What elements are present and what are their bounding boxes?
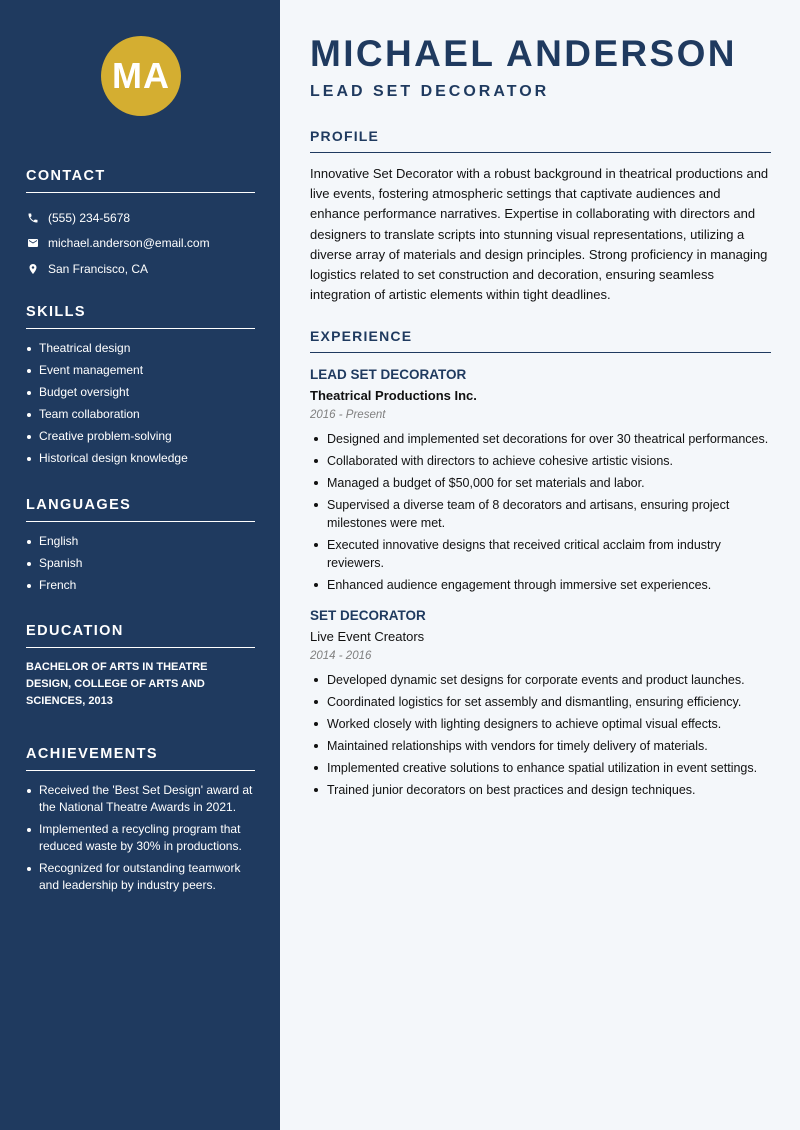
company-name: Theatrical Productions Inc. xyxy=(310,388,477,403)
education-section xyxy=(26,623,255,710)
skills-section xyxy=(26,304,255,472)
experience-heading: EXPERIENCE xyxy=(310,328,771,353)
language-item: French xyxy=(26,577,255,594)
job-title-header: LEAD SET DECORATOR xyxy=(310,83,550,100)
location-text: San Francisco, CA xyxy=(48,261,149,276)
skill-item: Historical design knowledge xyxy=(26,450,255,467)
contact-section xyxy=(26,168,255,282)
job-bullet: Implemented creative solutions to enhance spatial utilization in event settings. xyxy=(310,759,771,777)
contact-heading: CONTACT xyxy=(26,168,255,193)
languages-section xyxy=(26,497,255,599)
job-bullet: Maintained relationships with vendors for timely delivery of materials. xyxy=(310,737,771,755)
job-bullet: Collaborated with directors to achieve cohesive artistic visions. xyxy=(310,452,771,470)
company-name: Live Event Creators xyxy=(310,629,425,644)
profile-text: Innovative Set Decorator with a robust background in theatrical productions and live events, fostering atmospheric settings that captivate audiences and enhance performance narratives. Expertise in collaborating with directors and designers to translate scripts into stunning visual representations, utilizing a diverse array of materials and design principles. Strong proficiency in managing logistics related to set construction and decoration, ensuring seamless integration of artistic elements within tight deadlines. xyxy=(310,166,769,303)
job-bullets xyxy=(310,430,771,594)
achievements-section xyxy=(26,746,255,899)
achievement-item: Recognized for outstanding teamwork and leadership by industry peers. xyxy=(26,860,255,894)
languages-heading: LANGUAGES xyxy=(26,497,255,522)
email-text: michael.anderson@email.com xyxy=(48,236,210,251)
skill-item: Budget oversight xyxy=(26,384,255,401)
job-bullet: Supervised a diverse team of 8 decorators and artisans, ensuring project milestones were met. xyxy=(310,496,771,532)
phone-icon xyxy=(26,211,40,225)
contact-email xyxy=(26,231,255,257)
mail-icon xyxy=(26,236,40,250)
achievements-list xyxy=(26,782,255,894)
skill-item: Team collaboration xyxy=(26,406,255,423)
person-name: MICHAEL ANDERSON xyxy=(310,33,737,74)
achievement-item: Received the 'Best Set Design' award at the National Theatre Awards in 2021. xyxy=(26,782,255,816)
education-heading: EDUCATION xyxy=(26,623,255,648)
skills-heading: SKILLS xyxy=(26,304,255,329)
contact-location xyxy=(26,256,255,282)
experience-section xyxy=(310,328,771,803)
job-bullet: Managed a budget of $50,000 for set materials and labor. xyxy=(310,474,771,492)
job-bullet: Coordinated logistics for set assembly and dismantling, ensuring efficiency. xyxy=(310,693,771,711)
contact-list xyxy=(26,205,255,282)
phone-text: (555) 234-5678 xyxy=(48,210,131,225)
location-pin-icon xyxy=(26,262,40,276)
job-bullet: Trained junior decorators on best practices and design techniques. xyxy=(310,781,771,799)
job-bullet: Designed and implemented set decorations for over 30 theatrical performances. xyxy=(310,430,771,448)
skills-list xyxy=(26,340,255,467)
job-title: LEAD SET DECORATOR xyxy=(310,367,467,382)
job-title: SET DECORATOR xyxy=(310,608,426,623)
achievement-item: Implemented a recycling program that reduced waste by 30% in productions. xyxy=(26,821,255,855)
skill-item: Theatrical design xyxy=(26,340,255,357)
job-entry xyxy=(310,367,771,594)
skill-item: Event management xyxy=(26,362,255,379)
job-dates: 2014 - 2016 xyxy=(310,650,372,662)
job-dates: 2016 - Present xyxy=(310,409,386,421)
sidebar xyxy=(0,0,280,1130)
profile-section xyxy=(310,128,771,305)
languages-list xyxy=(26,533,255,594)
job-bullet: Developed dynamic set designs for corporate events and product launches. xyxy=(310,671,771,689)
contact-phone xyxy=(26,205,255,231)
job-bullet: Executed innovative designs that received critical acclaim from industry reviewers. xyxy=(310,536,771,572)
language-item: English xyxy=(26,533,255,550)
education-text: BACHELOR OF ARTS IN THEATRE DESIGN, COLLEGE OF ARTS AND SCIENCES, 2013 xyxy=(26,661,208,707)
job-bullets xyxy=(310,671,771,799)
job-entry xyxy=(310,608,771,799)
profile-heading: PROFILE xyxy=(310,128,771,153)
job-bullet: Enhanced audience engagement through immersive set experiences. xyxy=(310,576,771,594)
job-bullet: Worked closely with lighting designers to achieve optimal visual effects. xyxy=(310,715,771,733)
language-item: Spanish xyxy=(26,555,255,572)
skill-item: Creative problem-solving xyxy=(26,428,255,445)
avatar-initials: MA xyxy=(101,36,181,116)
achievements-heading: ACHIEVEMENTS xyxy=(26,746,255,771)
